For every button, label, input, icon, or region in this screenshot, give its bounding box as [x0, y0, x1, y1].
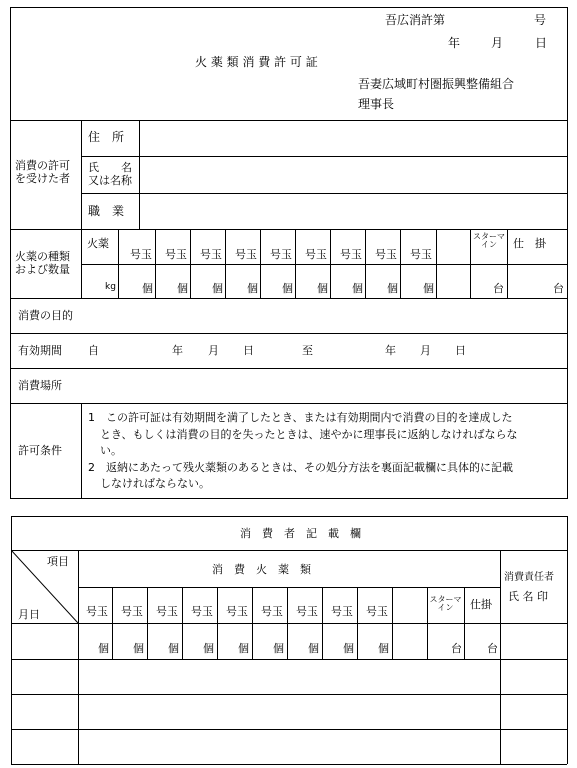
period-from-year: 年 — [172, 344, 183, 357]
condition-2-line: しなければならない。 — [100, 477, 210, 490]
issuer-title: 理事長 — [358, 97, 395, 111]
period-from-month: 月 — [208, 344, 219, 357]
period-label: 有効期間 — [18, 344, 62, 357]
dai-unit: 台 — [553, 282, 564, 295]
gogyoku-label: 号玉 — [410, 248, 432, 261]
item-label: 項目 — [47, 555, 69, 568]
grid-line — [155, 229, 156, 298]
issuer-organization: 吾妻広域町村圏振興整備組合 — [358, 77, 515, 91]
grid-line — [436, 229, 437, 298]
condition-2-line: 2 返納にあたって残火薬類のあるときは、その処分方法を裏面記載欄に具体的に記載 — [88, 460, 513, 474]
grid-line — [260, 229, 261, 298]
address-field[interactable] — [140, 121, 567, 156]
document-title: 火 薬 類 消 費 許 可 証 — [195, 55, 318, 69]
gogyoku-label: 号玉 — [191, 605, 213, 618]
ko-unit: 個 — [273, 642, 284, 655]
starmine-label: スターマイン — [473, 232, 505, 250]
signature-label: 氏 名 印 — [508, 590, 548, 603]
grid-line — [147, 587, 148, 659]
frame-line — [10, 229, 568, 230]
record-title: 消 費 者 記 載 欄 — [240, 527, 361, 540]
ko-unit: 個 — [387, 282, 398, 295]
ko-unit: 個 — [247, 282, 258, 295]
purpose-field[interactable] — [82, 299, 567, 333]
frame-line — [11, 516, 567, 517]
gogyoku-label: 号玉 — [86, 605, 108, 618]
frame-line — [567, 7, 568, 498]
ko-unit: 個 — [203, 642, 214, 655]
shikake-label: 仕掛 — [470, 598, 492, 611]
grid-line — [217, 587, 218, 659]
starmine-label: スターマイン — [429, 595, 462, 613]
kg-unit: kg — [105, 282, 116, 292]
grid-line — [400, 229, 401, 298]
permit-number-prefix: 吾広消許第 — [385, 13, 446, 27]
frame-line — [10, 333, 568, 334]
responsible-label: 消費責任者 — [504, 572, 554, 583]
gogyoku-label: 号玉 — [331, 605, 353, 618]
date-day: 日 — [535, 36, 548, 50]
grid-line — [11, 623, 567, 624]
condition-1-line: 1 この許可証は有効期間を満了したとき、または有効期間内で消費の目的を達成した — [88, 411, 513, 424]
name-label: 氏 名 — [88, 161, 132, 174]
ko-unit: 個 — [212, 282, 223, 295]
ko-unit: 個 — [282, 282, 293, 295]
ko-unit: 個 — [423, 282, 434, 295]
gogyoku-label: 号玉 — [305, 248, 327, 261]
gogyoku-label: 号玉 — [366, 605, 388, 618]
grid-line — [322, 587, 323, 659]
date-year: 年 — [448, 36, 461, 50]
record-row[interactable] — [12, 660, 567, 694]
kind-quantity-label: 火薬の種類および数量 — [15, 250, 70, 277]
kayaku-label: 火薬 — [87, 237, 109, 250]
date-month: 月 — [491, 36, 504, 50]
place-label: 消費場所 — [18, 379, 62, 392]
occupation-field[interactable] — [140, 194, 567, 229]
ko-unit: 個 — [177, 282, 188, 295]
frame-line — [567, 516, 568, 764]
grid-line — [365, 229, 366, 298]
ko-unit: 個 — [142, 282, 153, 295]
ko-unit: 個 — [378, 642, 389, 655]
grid-line — [182, 587, 183, 659]
period-to-day: 日 — [455, 344, 466, 357]
grid-line — [81, 120, 82, 298]
gogyoku-label: 号玉 — [226, 605, 248, 618]
frame-line — [10, 7, 568, 8]
name-or-title-label: 又は名称 — [88, 174, 132, 187]
grid-line — [507, 229, 508, 298]
address-label: 住 所 — [88, 130, 125, 144]
gogyoku-label: 号玉 — [340, 248, 362, 261]
grid-line — [112, 587, 113, 659]
frame-line — [10, 403, 568, 404]
ko-unit: 個 — [98, 642, 109, 655]
period-from-day: 日 — [243, 344, 254, 357]
gogyoku-label: 号玉 — [235, 248, 257, 261]
frame-line — [11, 764, 567, 765]
grid-line — [295, 229, 296, 298]
gogyoku-label: 号玉 — [261, 605, 283, 618]
grid-line — [225, 229, 226, 298]
ko-unit: 個 — [352, 282, 363, 295]
gogyoku-label: 号玉 — [121, 605, 143, 618]
grid-line — [330, 229, 331, 298]
conditions-label: 許可条件 — [18, 444, 62, 457]
date-column-label: 月日 — [18, 608, 40, 621]
gogyoku-label: 号玉 — [130, 248, 152, 261]
grid-line — [118, 229, 119, 298]
period-to-year: 年 — [385, 344, 396, 357]
fireworks-label: 消 費 火 薬 類 — [212, 563, 311, 576]
period-to: 至 — [302, 344, 313, 357]
dai-unit: 台 — [487, 642, 498, 655]
ko-unit: 個 — [317, 282, 328, 295]
conditions-text — [88, 410, 564, 493]
grid-line — [81, 403, 82, 498]
frame-line — [11, 550, 567, 551]
record-row[interactable] — [12, 730, 567, 764]
ko-unit: 個 — [168, 642, 179, 655]
grid-line — [392, 587, 393, 659]
shikake-label: 仕 掛 — [513, 237, 546, 250]
period-from: 自 — [88, 344, 99, 357]
period-to-month: 月 — [420, 344, 431, 357]
dai-unit: 台 — [493, 282, 504, 295]
gogyoku-label: 号玉 — [165, 248, 187, 261]
frame-line — [10, 7, 11, 498]
condition-1-line: とき、もしくは消費の目的を失ったときは、速やかに理事長に返納しなければならな — [100, 427, 518, 441]
gogyoku-label: 号玉 — [375, 248, 397, 261]
grid-line — [470, 229, 471, 298]
purpose-label: 消費の目的 — [18, 309, 73, 322]
gogyoku-label: 号玉 — [200, 248, 222, 261]
ko-unit: 個 — [238, 642, 249, 655]
gogyoku-label: 号玉 — [270, 248, 292, 261]
occupation-label: 職 業 — [88, 204, 125, 218]
dai-unit: 台 — [451, 642, 462, 655]
frame-line — [10, 498, 568, 499]
permit-number-suffix: 号 — [534, 13, 547, 27]
recipient-label: 消費の許可を受けた者 — [15, 159, 70, 186]
ko-unit: 個 — [133, 642, 144, 655]
grid-line — [190, 229, 191, 298]
record-row[interactable] — [12, 695, 567, 729]
grid-line — [357, 587, 358, 659]
gogyoku-label: 号玉 — [296, 605, 318, 618]
grid-line — [287, 587, 288, 659]
place-field[interactable] — [82, 369, 567, 403]
gogyoku-label: 号玉 — [156, 605, 178, 618]
ko-unit: 個 — [308, 642, 319, 655]
grid-line — [252, 587, 253, 659]
grid-line — [464, 587, 465, 659]
name-field[interactable] — [140, 157, 567, 193]
grid-line — [78, 587, 500, 588]
ko-unit: 個 — [343, 642, 354, 655]
condition-1-line: い。 — [100, 444, 122, 457]
